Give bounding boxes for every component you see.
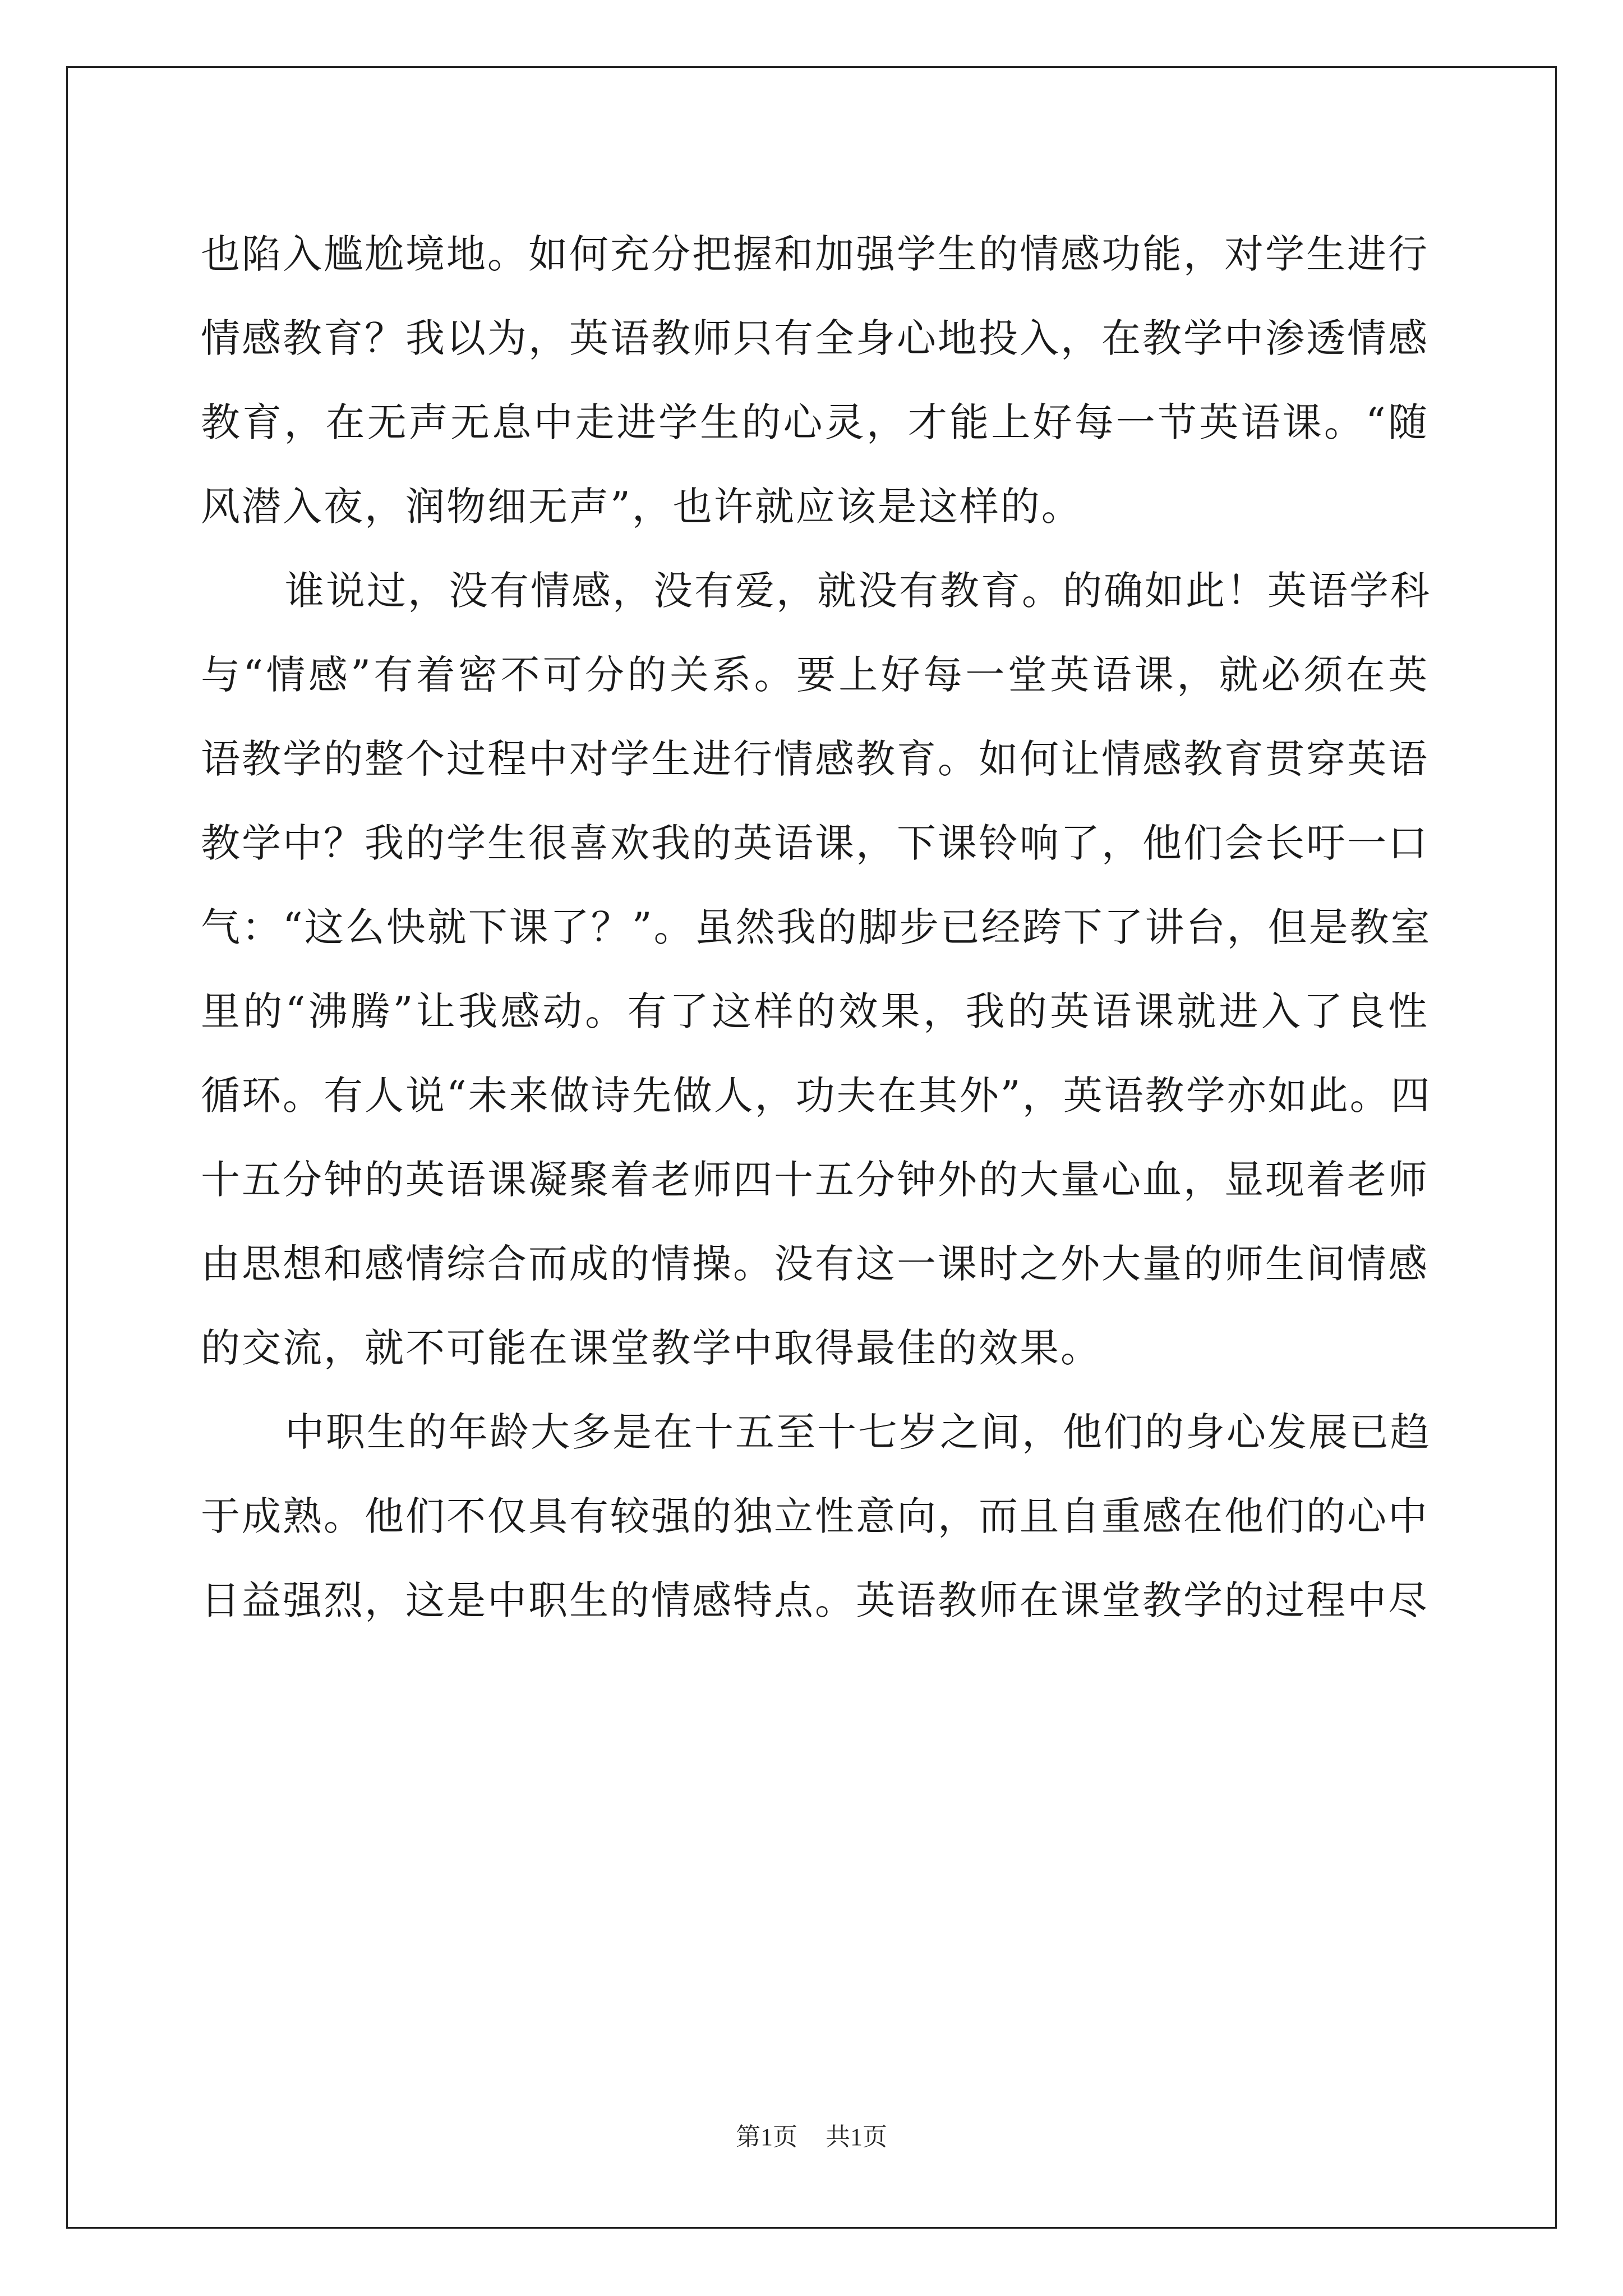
page-footer (0, 2120, 1623, 2154)
text-line: 教学中？我的学生很喜欢我的英语课，下课铃响了，他们会长吁一口 (201, 820, 1429, 866)
text-line: 的交流，就不可能在课堂教学中取得最佳的效果。 (201, 1325, 1101, 1371)
page-total: 共1页 (826, 2123, 887, 2151)
page-number: 第1页 (736, 2123, 797, 2151)
text-line: 十五分钟的英语课凝聚着老师四十五分钟外的大量心血，显现着老师 (201, 1157, 1429, 1203)
document-body (201, 212, 1432, 1642)
text-line: 与“情感”有着密不可分的关系。要上好每一堂英语课，就必须在英 (201, 652, 1429, 698)
text-line: 风潜入夜，润物细无声”，也许就应该是这样的。 (201, 484, 1082, 530)
text-line: 气：“这么快就下课了？”。虽然我的脚步已经跨下了讲台，但是教室 (201, 904, 1432, 950)
text-line: 情感教育？我以为，英语教师只有全身心地投入，在教学中渗透情感 (201, 315, 1429, 361)
text-line: 教育，在无声无息中走进学生的心灵，才能上好每一节英语课。“随 (201, 399, 1429, 445)
text-line: 里的“沸腾”让我感动。有了这样的效果，我的英语课就进入了良性 (201, 988, 1429, 1034)
text-line: 由思想和感情综合而成的情操。没有这一课时之外大量的师生间情感 (201, 1241, 1429, 1287)
text-line: 中职生的年龄大多是在十五至十七岁之间，他们的身心发展已趋 (285, 1409, 1431, 1455)
text-line: 于成熟。他们不仅具有较强的独立性意向，而且自重感在他们的心中 (201, 1493, 1429, 1539)
text-line: 日益强烈，这是中职生的情感特点。英语教师在课堂教学的过程中尽 (201, 1577, 1429, 1623)
text-line: 谁说过，没有情感，没有爱，就没有教育。的确如此！英语学科 (285, 568, 1431, 614)
text-line: 循环。有人说“未来做诗先做人，功夫在其外”，英语教学亦如此。四 (201, 1073, 1432, 1119)
text-line: 语教学的整个过程中对学生进行情感教育。如何让情感教育贯穿英语 (201, 736, 1429, 782)
text-line: 也陷入尴尬境地。如何充分把握和加强学生的情感功能，对学生进行 (201, 231, 1429, 277)
